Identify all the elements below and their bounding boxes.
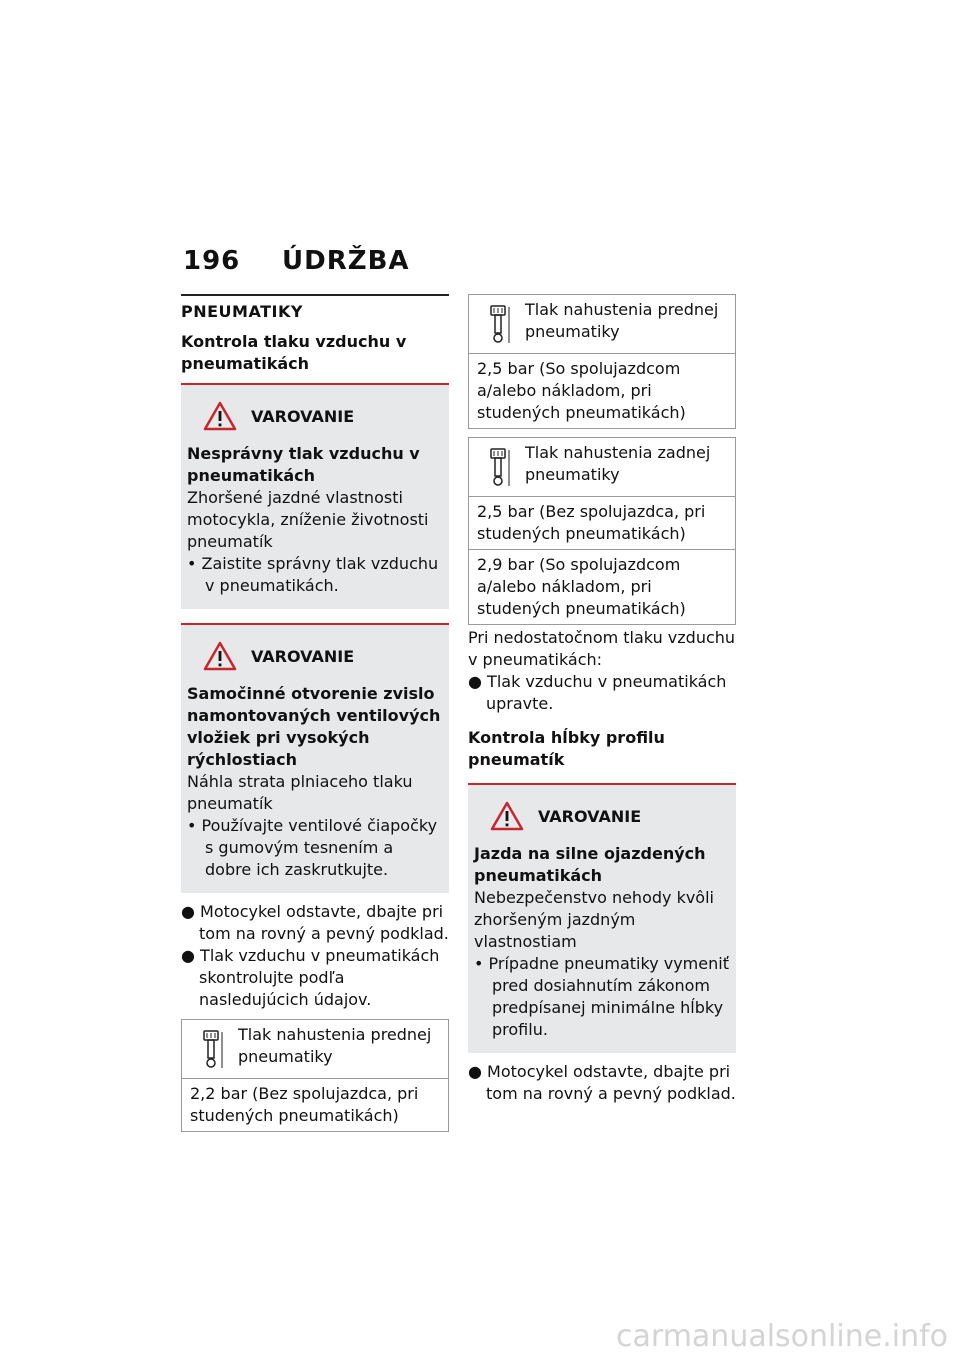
spec-title: Tlak nahustenia prednej pneumatiky (238, 1025, 432, 1066)
warning-text: Nebezpečenstvo nehody kvôli zhoršeným jazdným vlastnostiam (474, 888, 714, 951)
spec-title: Tlak nahustenia zadnej pneumatiky (525, 443, 711, 484)
spec-value: 2,5 bar (Bez spolujazdca, pri studených pneumatikách) (477, 502, 706, 543)
warning-label: VAROVANIE (251, 646, 355, 666)
spec-box (468, 294, 736, 429)
warning-triangle-icon (490, 801, 524, 831)
subheading-pressure: Kontrola tlaku vzduchu v pneumatikách (181, 332, 407, 373)
chapter-title: ÚDRŽBA (282, 246, 410, 276)
instruction-bullet: ● Motocykel odstavte, dbajte pri tom na rovný a pevný podklad. (468, 1062, 736, 1103)
section-title: PNEUMATIKY (181, 302, 303, 321)
watermark: carmanualsonline.info (616, 1319, 948, 1354)
spec-value: 2,9 bar (So spolujazdcom a/alebo nákladom, pri studených pneumatikách) (469, 549, 735, 624)
warning-box (181, 383, 449, 609)
warning-box (181, 623, 449, 893)
spec-value: 2,5 bar (So spolujazdcom a/alebo nákladom, pri studených pneumatikách) (477, 359, 686, 422)
instruction-bullet: ● Tlak vzduchu v pneumatikách skontrolujte podľa nasledujúcich údajov. (181, 946, 440, 1009)
page-number: 196 (183, 246, 241, 276)
warning-bullet: • Používajte ventilové čiapočky s gumovým tesnením a dobre ich zaskrutkujte. (187, 816, 438, 879)
tire-pressure-icon (489, 448, 511, 488)
warning-bullet: • Prípadne pneumatiky vymeniť pred dosiahnutím zákonom predpísanej minimálne hĺbky profilu. (474, 954, 729, 1039)
warning-title: Nesprávny tlak vzduchu v pneumatikách (187, 444, 420, 485)
warning-text: Zhoršené jazdné vlastnosti motocykla, zníženie životnosti pneumatík (187, 488, 429, 551)
section-rule (181, 294, 449, 296)
spec-box (468, 437, 736, 625)
paragraph: Pri nedostatočnom tlaku vzduchu v pneumatikách: (468, 628, 736, 669)
warning-bullet: • Zaistite správny tlak vzduchu v pneumatikách. (187, 554, 439, 595)
warning-text: Náhla strata plniaceho tlaku pneumatík (187, 772, 413, 813)
left-column (181, 294, 449, 1132)
instruction-bullet: ● Tlak vzduchu v pneumatikách upravte. (468, 672, 727, 713)
warning-triangle-icon (203, 401, 237, 431)
spec-box (181, 1019, 449, 1132)
instruction-bullet: ● Motocykel odstavte, dbajte pri tom na rovný a pevný podklad. (181, 902, 449, 943)
warning-title: Samočinné otvorenie zvislo namontovaných ventilových vložiek pri vysokých rýchlostiach (187, 684, 441, 769)
warning-label: VAROVANIE (251, 406, 355, 426)
subheading-tread: Kontrola hĺbky profilu pneumatík (468, 728, 665, 769)
spec-title: Tlak nahustenia prednej pneumatiky (525, 300, 719, 341)
tire-pressure-icon (489, 305, 511, 345)
warning-title: Jazda na silne ojazdených pneumatikách (474, 844, 706, 885)
right-column (468, 294, 736, 1105)
spec-value: 2,2 bar (Bez spolujazdca, pri studených pneumatikách) (190, 1084, 419, 1125)
warning-box (468, 783, 736, 1053)
warning-triangle-icon (203, 641, 237, 671)
tire-pressure-icon (202, 1030, 224, 1070)
warning-label: VAROVANIE (538, 806, 642, 826)
